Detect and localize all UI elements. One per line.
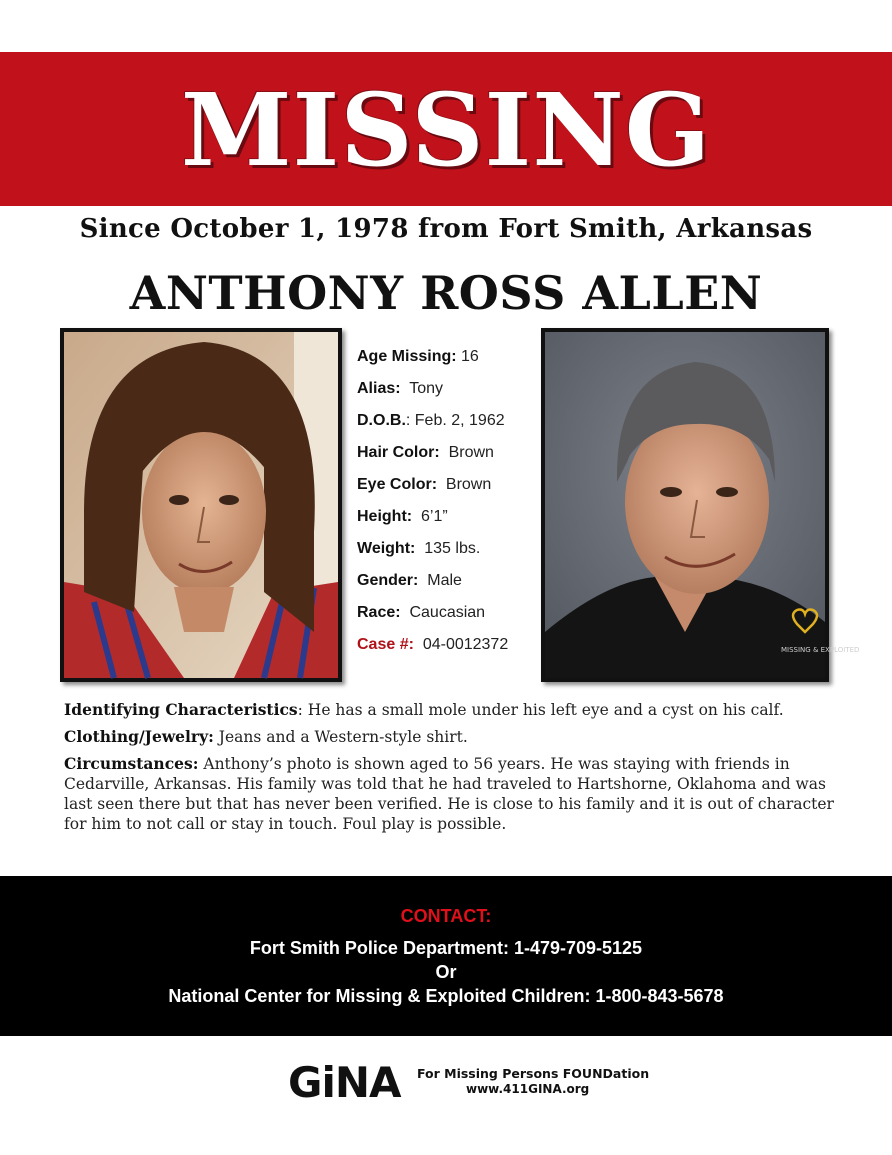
fact-value: : Feb. 2, 1962 <box>405 412 505 429</box>
banner-title: MISSING <box>180 71 712 189</box>
fact-height <box>357 503 537 535</box>
clothing-label: Clothing/Jewelry: <box>64 727 214 746</box>
contact-ncmec: National Center for Missing & Exploited Children: 1-800-843-5678 <box>168 986 724 1006</box>
fact-value: 16 <box>461 348 479 365</box>
fact-gender <box>357 567 537 599</box>
gina-url: www.411GINA.org <box>466 1082 590 1096</box>
circumstances-label: Circumstances: <box>64 754 199 773</box>
fact-label: Hair Color: <box>357 444 440 461</box>
details-section <box>64 700 834 841</box>
childhood-photo <box>60 328 342 682</box>
footer <box>0 1050 892 1150</box>
fact-label: Age Missing: <box>357 348 457 365</box>
gina-logo: GiNA <box>288 1058 401 1107</box>
fact-label: Alias: <box>357 380 401 397</box>
fact-hair-color <box>357 439 537 471</box>
contact-title: CONTACT: <box>400 906 492 926</box>
circumstances-text: Anthony’s photo is shown aged to 56 years. He was staying with friends in Cedarville, Arkansas. His family was told that he had traveled to Hartshorne, Oklahoma and was last seen there but that has never been verified. He is close to his family and it is out of character for him to not call or stay in touch. Foul play is possible. <box>64 755 834 833</box>
tagline-suffix: ation <box>612 1066 650 1081</box>
fact-value: Male <box>427 572 462 589</box>
clothing-text: Jeans and a Western-style shirt. <box>213 728 468 746</box>
fact-label: Height: <box>357 508 413 525</box>
aged-photo-watermark: MISSING & EXPLOITED <box>781 646 860 654</box>
contact-section <box>0 876 892 1036</box>
fact-age-missing <box>357 343 537 375</box>
fact-value: Brown <box>445 476 492 493</box>
contact-or: Or <box>435 962 457 982</box>
fact-value: 04-0012372 <box>422 636 509 653</box>
fact-value: 135 lbs. <box>424 540 481 557</box>
fact-case-number <box>357 631 537 663</box>
fact-value: 6’1” <box>421 508 448 525</box>
fact-value: Caucasian <box>409 604 486 621</box>
fact-label: Weight: <box>357 540 416 557</box>
fact-value: Tony <box>409 380 443 397</box>
fact-dob <box>357 407 537 439</box>
fact-weight <box>357 535 537 567</box>
fact-alias <box>357 375 537 407</box>
identifying-text: : He has a small mole under his left eye and a cyst on his calf. <box>297 701 784 719</box>
gina-tagline <box>417 1066 649 1081</box>
identifying-label: Identifying Characteristics <box>64 700 298 719</box>
since-line: Since October 1, 1978 from Fort Smith, Arkansas <box>79 214 813 244</box>
missing-banner <box>0 52 892 206</box>
person-name: ANTHONY ROSS ALLEN <box>129 266 763 320</box>
clothing-jewelry <box>64 727 834 747</box>
fact-label: Race: <box>357 604 401 621</box>
contact-police-department: Fort Smith Police Department: 1-479-709-5125 <box>249 938 643 958</box>
fact-label: Eye Color: <box>357 476 438 493</box>
fact-value: Brown <box>448 444 494 461</box>
tagline-prefix: For Missing Persons <box>417 1066 563 1081</box>
fact-label: D.O.B. <box>357 412 406 429</box>
circumstances <box>64 754 834 834</box>
fact-label: Gender: <box>357 572 419 589</box>
tagline-bold: FOUND <box>562 1066 613 1081</box>
age-progressed-photo <box>541 328 860 682</box>
fact-label: Case #: <box>357 636 414 653</box>
fact-eye-color <box>357 471 537 503</box>
fact-race <box>357 599 537 631</box>
facts-list <box>357 343 537 663</box>
identifying-characteristics <box>64 700 834 720</box>
